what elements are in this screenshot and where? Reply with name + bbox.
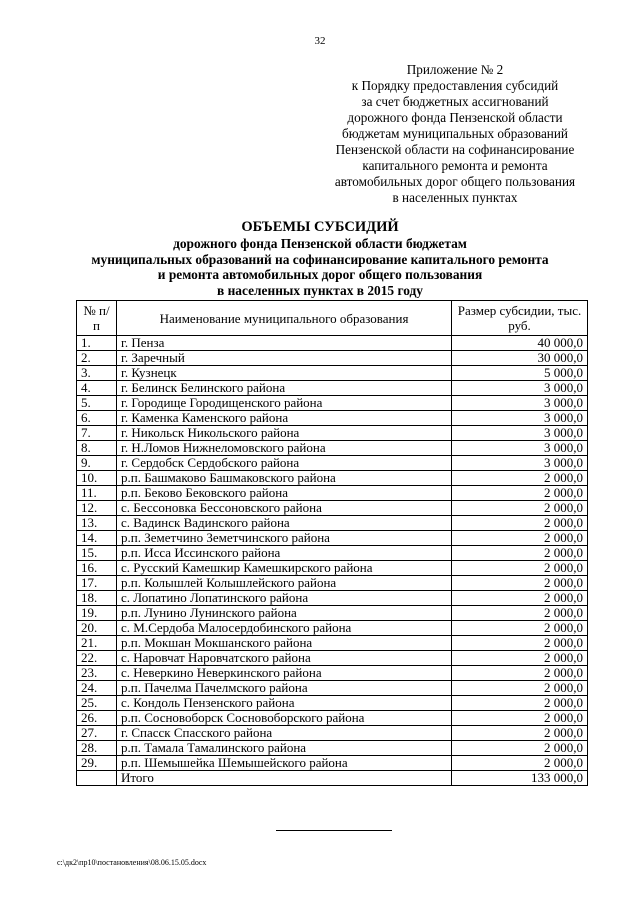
appendix-line: в населенных пунктах	[392, 190, 518, 205]
table-row	[77, 471, 588, 486]
row-name: с. Неверкино Неверкинского района	[117, 666, 452, 681]
row-amount: 2 000,0	[452, 681, 588, 696]
table-row	[77, 516, 588, 531]
appendix-line: автомобильных дорог общего пользования	[334, 174, 576, 189]
table-row	[77, 711, 588, 726]
row-number: 5.	[77, 396, 117, 411]
row-name: р.п. Лунино Лунинского района	[117, 606, 452, 621]
row-amount: 30 000,0	[452, 351, 588, 366]
row-name: с. М.Сердоба Малосердобинского района	[117, 621, 452, 636]
row-number: 2.	[77, 351, 117, 366]
table-row	[77, 441, 588, 456]
row-amount: 40 000,0	[452, 336, 588, 351]
row-name: р.п. Пачелма Пачелмского района	[117, 681, 452, 696]
table-row	[77, 336, 588, 351]
row-amount: 2 000,0	[452, 576, 588, 591]
table-row	[77, 576, 588, 591]
row-amount: 2 000,0	[452, 501, 588, 516]
row-amount: 2 000,0	[452, 606, 588, 621]
appendix-header	[300, 62, 610, 206]
row-amount: 2 000,0	[452, 531, 588, 546]
row-number: 4.	[77, 381, 117, 396]
page-number: 32	[314, 35, 326, 47]
row-name: р.п. Мокшан Мокшанского района	[117, 636, 452, 651]
row-name: г. Сердобск Сердобского района	[117, 456, 452, 471]
row-number: 21.	[77, 636, 117, 651]
title-line: муниципальных образований на софинансирование капитального ремонта	[91, 251, 549, 267]
row-amount: 2 000,0	[452, 561, 588, 576]
row-amount: 2 000,0	[452, 711, 588, 726]
footer-file-path: c:\дк2\пр10\постановления\08.06.15.05.docx	[57, 858, 207, 867]
row-amount: 2 000,0	[452, 726, 588, 741]
table-row	[77, 351, 588, 366]
total-row	[77, 771, 588, 786]
row-amount: 3 000,0	[452, 456, 588, 471]
table-row	[77, 591, 588, 606]
row-name: с. Наровчат Наровчатского района	[117, 651, 452, 666]
table-row	[77, 726, 588, 741]
row-number: 22.	[77, 651, 117, 666]
title-line: в населенных пунктах в 2015 году	[217, 282, 423, 298]
row-amount: 5 000,0	[452, 366, 588, 381]
row-number: 29.	[77, 756, 117, 771]
appendix-line: капитального ремонта и ремонта	[362, 158, 548, 173]
row-number: 20.	[77, 621, 117, 636]
row-name: г. Н.Ломов Нижнеломовского района	[117, 441, 452, 456]
row-name: р.п. Земетчино Земетчинского района	[117, 531, 452, 546]
table-row	[77, 741, 588, 756]
title-line: и ремонта автомобильных дорог общего пользования	[157, 267, 483, 282]
row-number: 26.	[77, 711, 117, 726]
row-name: с. Лопатино Лопатинского района	[117, 591, 452, 606]
table-row	[77, 696, 588, 711]
row-amount: 2 000,0	[452, 471, 588, 486]
row-amount: 2 000,0	[452, 756, 588, 771]
row-number: 10.	[77, 471, 117, 486]
row-amount: 3 000,0	[452, 396, 588, 411]
table-row	[77, 651, 588, 666]
header-name: Наименование муниципального образования	[117, 301, 452, 336]
table-row	[77, 681, 588, 696]
row-number: 13.	[77, 516, 117, 531]
title-line: дорожного фонда Пензенской области бюджетам	[173, 236, 467, 251]
row-name: г. Пенза	[117, 336, 452, 351]
row-name: г. Спасск Спасского района	[117, 726, 452, 741]
row-name: с. Русский Камешкир Камешкирского района	[117, 561, 452, 576]
row-name: с. Вадинск Вадинского района	[117, 516, 452, 531]
table-row	[77, 381, 588, 396]
row-number: 11.	[77, 486, 117, 501]
row-name: р.п. Беково Бековского района	[117, 486, 452, 501]
table-row	[77, 606, 588, 621]
row-number: 1.	[77, 336, 117, 351]
row-amount: 2 000,0	[452, 516, 588, 531]
table-row	[77, 621, 588, 636]
table-row	[77, 561, 588, 576]
table-row	[77, 426, 588, 441]
appendix-line: за счет бюджетных ассигнований	[361, 94, 549, 109]
row-name: г. Белинск Белинского района	[117, 381, 452, 396]
row-number: 12.	[77, 501, 117, 516]
table-row	[77, 546, 588, 561]
row-number: 23.	[77, 666, 117, 681]
row-name: р.п. Исса Иссинского района	[117, 546, 452, 561]
table-row	[77, 756, 588, 771]
table-row	[77, 366, 588, 381]
table-row	[77, 531, 588, 546]
row-amount: 2 000,0	[452, 696, 588, 711]
row-number: 6.	[77, 411, 117, 426]
row-number: 8.	[77, 441, 117, 456]
row-number: 18.	[77, 591, 117, 606]
row-name: г. Никольск Никольского района	[117, 426, 452, 441]
separator-line	[276, 830, 392, 831]
row-number: 27.	[77, 726, 117, 741]
appendix-line: к Порядку предоставления субсидий	[351, 78, 559, 93]
row-amount: 2 000,0	[452, 636, 588, 651]
row-amount: 3 000,0	[452, 381, 588, 396]
row-number: 9.	[77, 456, 117, 471]
row-number: 17.	[77, 576, 117, 591]
row-amount: 3 000,0	[452, 411, 588, 426]
title-main: ОБЪЕМЫ СУБСИДИЙ	[241, 219, 399, 235]
table-row	[77, 456, 588, 471]
row-number	[77, 771, 117, 786]
row-amount: 3 000,0	[452, 426, 588, 441]
row-number: 24.	[77, 681, 117, 696]
appendix-line: дорожного фонда Пензенской области	[347, 110, 563, 125]
row-name: г. Каменка Каменского района	[117, 411, 452, 426]
row-amount: 2 000,0	[452, 591, 588, 606]
row-name: г. Городище Городищенского района	[117, 396, 452, 411]
row-name: р.п. Шемышейка Шемышейского района	[117, 756, 452, 771]
table-row	[77, 666, 588, 681]
appendix-line: Пензенской области на софинансирование	[335, 142, 575, 157]
row-name: с. Бессоновка Бессоновского района	[117, 501, 452, 516]
row-amount: 2 000,0	[452, 546, 588, 561]
document-title	[40, 219, 600, 298]
row-name: Итого	[117, 771, 452, 786]
row-number: 28.	[77, 741, 117, 756]
row-name: г. Кузнецк	[117, 366, 452, 381]
table-row	[77, 396, 588, 411]
table-row	[77, 411, 588, 426]
row-number: 3.	[77, 366, 117, 381]
row-amount: 133 000,0	[452, 771, 588, 786]
table-body	[77, 336, 588, 786]
table-row	[77, 486, 588, 501]
row-name: г. Заречный	[117, 351, 452, 366]
row-amount: 2 000,0	[452, 651, 588, 666]
header-num: № п/п	[77, 301, 117, 336]
row-name: р.п. Колышлей Колышлейского района	[117, 576, 452, 591]
row-number: 15.	[77, 546, 117, 561]
row-amount: 3 000,0	[452, 441, 588, 456]
row-amount: 2 000,0	[452, 486, 588, 501]
row-number: 14.	[77, 531, 117, 546]
row-amount: 2 000,0	[452, 621, 588, 636]
row-number: 25.	[77, 696, 117, 711]
table-row	[77, 636, 588, 651]
row-name: с. Кондоль Пензенского района	[117, 696, 452, 711]
appendix-line: бюджетам муниципальных образований	[342, 126, 568, 141]
row-name: р.п. Башмаково Башмаковского района	[117, 471, 452, 486]
appendix-line: Приложение № 2	[406, 62, 504, 77]
row-number: 19.	[77, 606, 117, 621]
subsidy-table	[76, 300, 588, 786]
row-name: р.п. Тамала Тамалинского района	[117, 741, 452, 756]
row-number: 16.	[77, 561, 117, 576]
row-name: р.п. Сосновоборск Сосновоборского района	[117, 711, 452, 726]
row-number: 7.	[77, 426, 117, 441]
table-row	[77, 501, 588, 516]
header-amount: Размер субсидии, тыс. руб.	[452, 301, 588, 336]
row-amount: 2 000,0	[452, 741, 588, 756]
table-header-row	[77, 301, 588, 336]
row-amount: 2 000,0	[452, 666, 588, 681]
